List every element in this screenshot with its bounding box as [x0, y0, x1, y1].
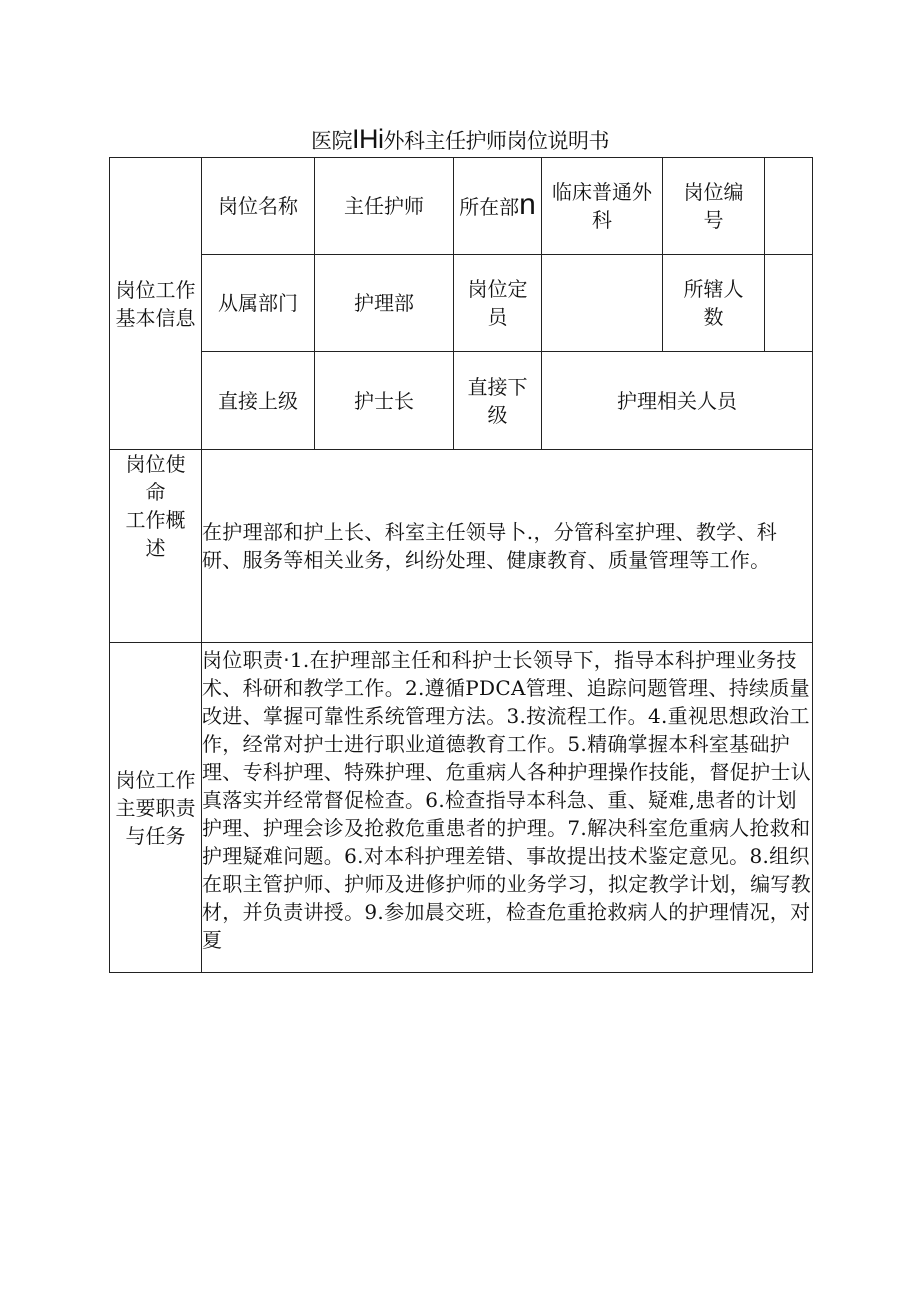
label-direct-superior: 直接上级	[202, 352, 315, 450]
value-subordinate-count	[765, 255, 813, 352]
value-staffing	[542, 255, 663, 352]
table-row	[110, 158, 813, 255]
label-affiliated-dept: 从属部门	[202, 255, 315, 352]
table-row	[110, 352, 813, 450]
mission-label: 岗位使 命 工作概 述	[110, 450, 202, 643]
duties-label: 岗位工作 主要职责 与任务	[110, 643, 202, 973]
label-subordinate-count: 所辖人 数	[663, 255, 765, 352]
value-department: 临床普通外 科	[542, 158, 663, 255]
label-position-code: 岗位编 号	[663, 158, 765, 255]
label-department: 所在部n	[454, 158, 542, 255]
label-position-name: 岗位名称	[202, 158, 315, 255]
job-description-table	[109, 157, 813, 973]
label-direct-subordinate: 直接下 级	[454, 352, 542, 450]
title-suffix: 外科主任护师岗位说明书	[383, 129, 609, 153]
table-row	[110, 450, 813, 643]
mission-text: 在护理部和护上长、科室主任领导卜.，分管科室护理、教学、科研、服务等相关业务，纠纷处理、健康教育、质量管理等工作。	[202, 450, 813, 643]
table-row	[110, 255, 813, 352]
title-mid: IHi	[352, 124, 384, 154]
basic-info-label: 岗位工作 基本信息	[110, 158, 202, 450]
duties-body: 1.在护理部主任和科护士长领导下，指导本科护理业务技术、科研和教学工作。2.遵循PDCA管理、追踪问题管理、持续质量改进、掌握可靠性系统管理方法。3.按流程工作。4.重视思想政治工作，经常对护士进行职业道德教育工作。5.精确掌握本科室基础护理、专科护理、特殊护理、危重病人各种护理操作技能，督促护士认真落实并经常督促检查。6.检查指导本科急、重、疑难,患者的计划护理、护理会诊及抢救危重患者的护理。7.解决科室危重病人抢救和护理疑难问题。6.对本科护理差错、事故提出技术鉴定意见。8.组织在职主管护师、护师及进修护师的业务学习，拟定教学计划，编写教材，并负责讲授。9.参加晨交班，检查危重抢救病人的护理情况，对夏	[202, 648, 811, 952]
value-affiliated-dept: 护理部	[315, 255, 454, 352]
label-staffing: 岗位定 员	[454, 255, 542, 352]
table-row	[110, 643, 813, 973]
value-direct-subordinate: 护理相关人员	[542, 352, 813, 450]
title-prefix: 医院	[311, 129, 352, 153]
value-direct-superior: 护士长	[315, 352, 454, 450]
duties-text	[202, 643, 813, 973]
value-position-name: 主任护师	[315, 158, 454, 255]
duties-heading: 岗位职责·	[202, 648, 290, 672]
document-title	[0, 124, 920, 155]
value-position-code	[765, 158, 813, 255]
